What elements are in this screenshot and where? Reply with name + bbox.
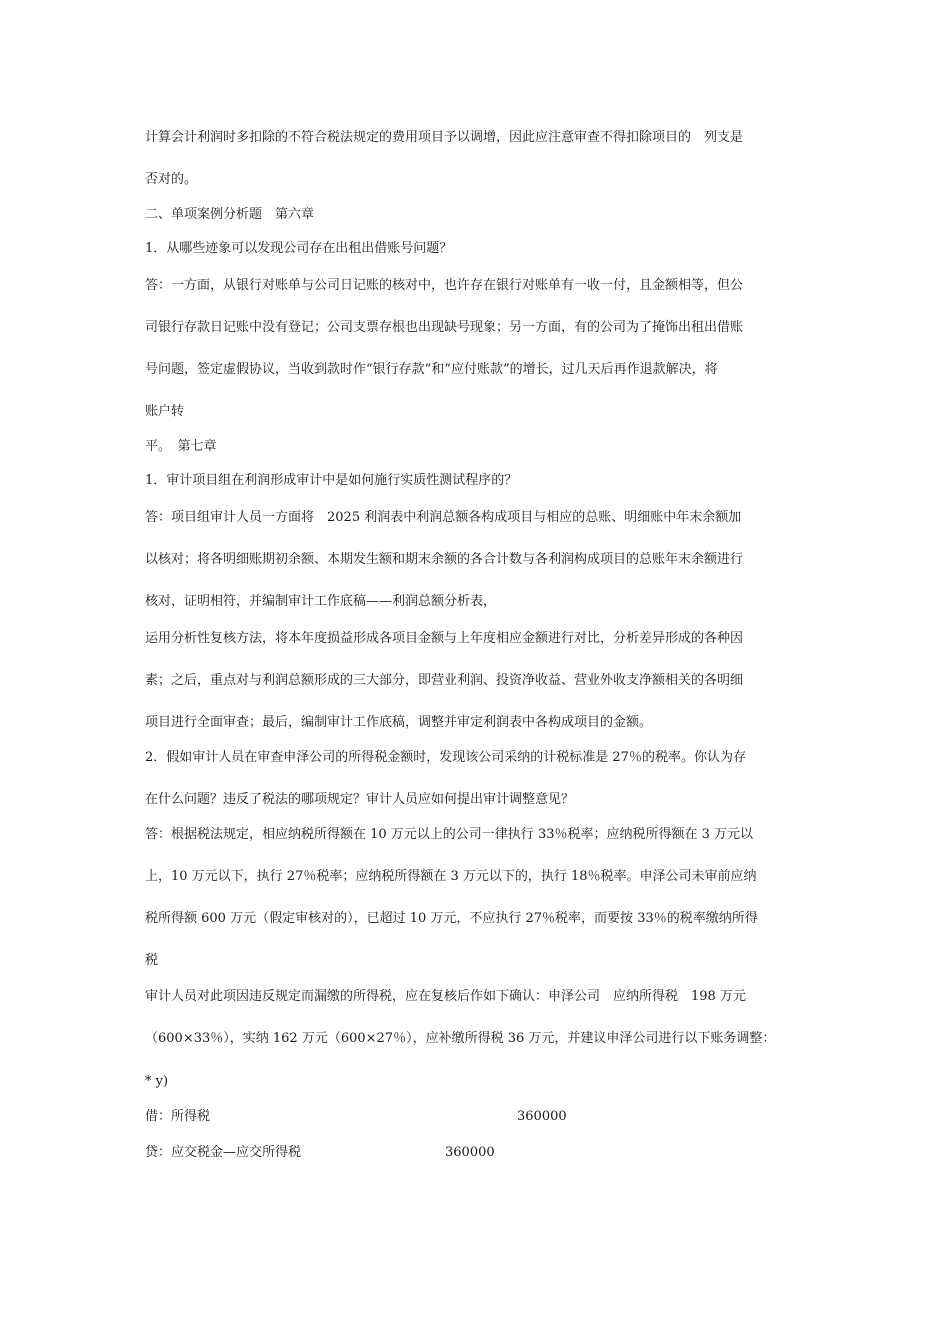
answer-text: 答：根据税法规定，相应纳税所得额在 10 万元以上的公司一律执行 33％税率；应纳税所得额在 3 万元以 [145, 827, 754, 842]
entry-amount: 360000 [517, 1109, 567, 1124]
text-line: 项目进行全面审查；最后，编制审计工作底稿，调整并审定利润表中各构成项目的金额。 [145, 715, 653, 730]
section-heading: 平。 第七章 [145, 439, 217, 454]
text-line: 否对的。 [145, 172, 198, 187]
text-line: 号问题，签定虚假协议，当收到款时作“银行存款”和“应付账款”的增长，过几天后再作退款解决，将 [145, 362, 718, 377]
entry-amount: 360000 [445, 1145, 495, 1160]
answer-text: 答：项目组审计人员一方面将 2025 利润表中利润总额各构成项目与相应的总账、明细账中年末余额加 [145, 510, 742, 525]
question-text: 1．从哪些迹象可以发现公司存在出租出借账号问题？ [145, 241, 453, 256]
question-text: 在什么问题？违反了税法的哪项规定？审计人员应如何提出审计调整意见？ [145, 792, 575, 807]
text-line: 税 [145, 953, 159, 968]
text-line: * y) [145, 1074, 169, 1089]
text-line: 账户转 [145, 404, 185, 419]
text-line: 税所得额 600 万元（假定审核对的），已超过 10 万元，不应执行 27％税率，而要按 33％的税率缴纳所得 [145, 911, 758, 926]
entry-label: 借：所得税 [145, 1109, 211, 1124]
entry-label: 贷：应交税金—应交所得税 [145, 1145, 302, 1160]
text-line: 司银行存款日记账中没有登记；公司支票存根也出现缺号现象；另一方面，有的公司为了掩饰出租出借账 [145, 320, 744, 335]
answer-text: 答：一方面，从银行对账单与公司日记账的核对中，也许存在银行对账单有一收一付，且金额相等，但公 [145, 278, 744, 293]
text-line: 上，10 万元以下，执行 27％税率；应纳税所得额在 3 万元以下的，执行 18％税率。申泽公司未审前应纳 [145, 869, 757, 884]
text-line: 核对，证明相符，并编制审计工作底稿——利润总额分析表， [145, 594, 497, 609]
section-heading: 二、单项案例分析题 第六章 [145, 207, 315, 222]
text-line: 计算会计利润时多扣除的不符合税法规定的费用项目予以调增，因此应注意审查不得扣除项目的 列支是 [145, 130, 744, 145]
question-text: 2．假如审计人员在审查申泽公司的所得税金额时，发现该公司采纳的计税标准是 27％的税率。你认为存 [145, 750, 746, 765]
text-line: 运用分析性复核方法，将本年度损益形成各项目金额与上年度相应金额进行对比，分析差异形成的各种因 [145, 631, 744, 646]
text-line: 审计人员对此项因违反规定而漏缴的所得税，应在复核后作如下确认：申泽公司 应纳所得税 198 万元 [145, 989, 746, 1004]
text-line: （600×33％），实纳 162 万元（600×27％），应补缴所得税 36 万元，并建议申泽公司进行以下账务调整： [145, 1031, 776, 1046]
text-line: 以核对；将各明细账期初余额、本期发生额和期末余额的各合计数与各利润构成项目的总账年末余额进行 [145, 552, 744, 567]
text-line: 素；之后，重点对与利润总额形成的三大部分，即营业利润、投资净收益、营业外收支净额相关的各明细 [145, 673, 744, 688]
question-text: 1．审计项目组在利润形成审计中是如何施行实质性测试程序的？ [145, 473, 518, 488]
